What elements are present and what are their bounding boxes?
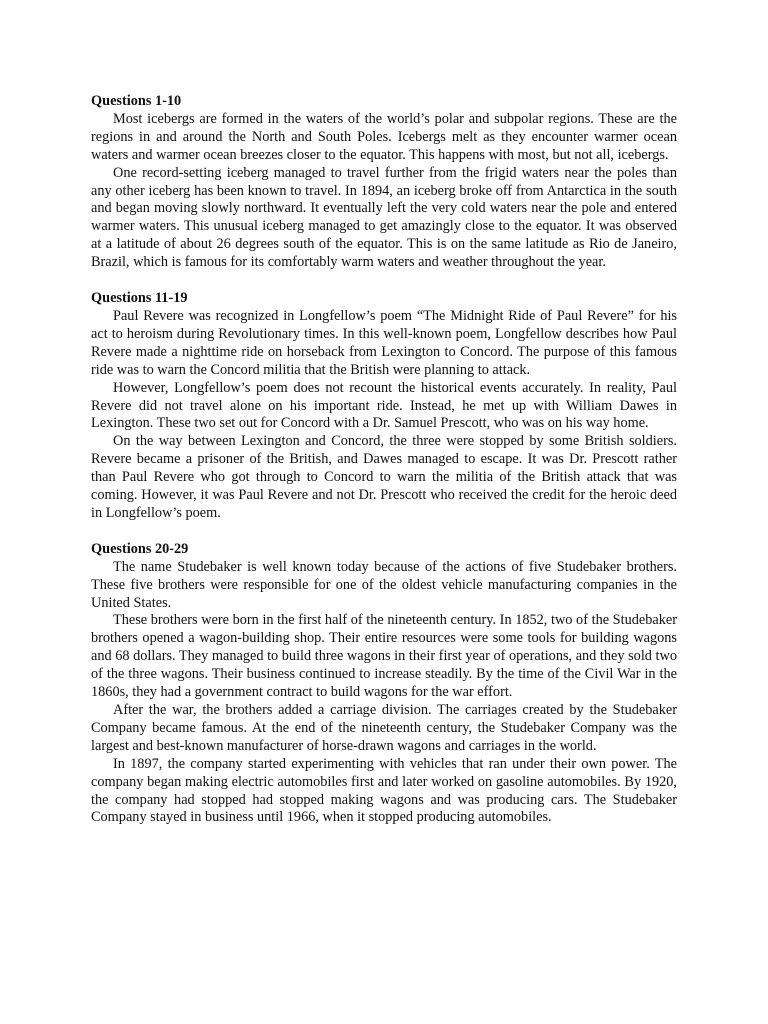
document-page — [91, 93, 677, 845]
section-heading: Questions 20-29 — [91, 540, 189, 557]
section-heading: Questions 11-19 — [91, 290, 188, 307]
paragraph: After the war, the brothers added a carriage division. The carriages created by the Studebaker Company became famous. At the end of the nineteenth century, the Studebaker Company was the largest and best-known manufacturer of horse-drawn wagons and carriages in the world. — [91, 702, 677, 754]
section-heading: Questions 1-10 — [91, 93, 182, 109]
paragraph: On the way between Lexington and Concord, the three were stopped by some British soldiers. Revere became a prisoner of the British, and Dawes managed to escape. It was Dr. Prescott rather than Paul Revere who got through to Concord to warn the militia of the British attack that was coming. However, it was Paul Revere and not Dr. Prescott who received the credit for the heroic deed in Longfellow’s poem. — [91, 433, 677, 521]
paragraph: However, Longfellow’s poem does not recount the historical events accurately. In reality, Paul Revere did not travel alone on his important ride. Instead, he met up with William Dawes in Lexington. These two set out for Concord with a Dr. Samuel Prescott, who was on his way home. — [91, 379, 677, 432]
paragraph: Paul Revere was recognized in Longfellow’s poem “The Midnight Ride of Paul Revere” for his act to heroism during Revolutionary times. In this well-known poem, Longfellow describes how Paul Revere made a nighttime ride on horseback from Lexington to Concord. The purpose of this famous ride was to warn the Concord militia that the British were planning to attack. — [91, 307, 677, 378]
section-questions-20-29 — [91, 541, 677, 828]
paragraph: One record-setting iceberg managed to travel further from the frigid waters near the poles than any other iceberg has been known to travel. In 1894, an iceberg broke off from Antarctica in the south and began moving slowly northward. It eventually left the very cold waters near the pole and entered warmer waters. This unusual iceberg managed to get amazingly close to the equator. It was observed at a latitude of about 26 degrees south of the equator. This is on the same latitude as Rio de Janeiro, Brazil, which is famous for its comfortably warm waters and weather throughout the year. — [91, 164, 677, 271]
paragraph: These brothers were born in the first half of the nineteenth century. In 1852, two of the Studebaker brothers opened a wagon-building shop. Their entire resources were some tools for building wagons and 68 dollars. They managed to build three wagons in their first year of operations, and they sold two of the three wagons. Their business continued to increase steadily. By the time of the Civil War in the 1860s, they had a government contract to build wagons for the war effort. — [91, 612, 677, 701]
section-questions-1-10 — [91, 93, 677, 272]
paragraph: The name Studebaker is well known today because of the actions of five Studebaker brothers. These five brothers were responsible for one of the oldest vehicle manufacturing companies in the United States. — [91, 558, 677, 611]
paragraph: In 1897, the company started experimenting with vehicles that ran under their own power. The company began making electric automobiles first and later worked on gasoline automobiles. By 1920, the company had stopped had stopped making wagons and was producing cars. The Studebaker Company stayed in business until 1966, when it stopped producing automobiles. — [91, 755, 677, 826]
paragraph: Most icebergs are formed in the waters of the world’s polar and subpolar regions. These are the regions in and around the North and South Poles. Icebergs melt as they encounter warmer ocean waters and warmer ocean breezes closer to the equator. This happens with most, but not all, icebergs. — [91, 110, 677, 163]
section-questions-11-19 — [91, 290, 677, 523]
